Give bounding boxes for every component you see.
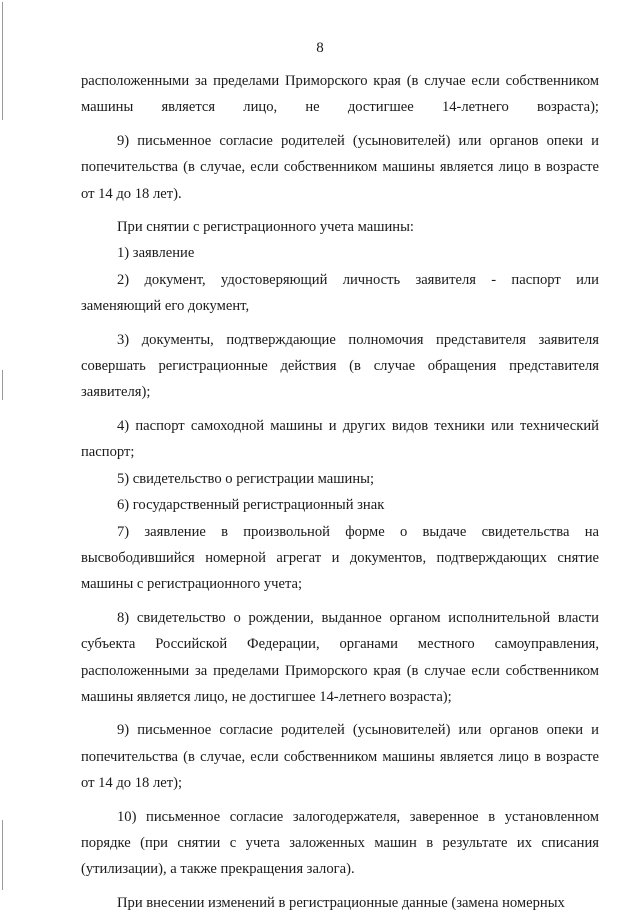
paragraph: 9) письменное согласие родителей (усыновителей) или органов опеки и попечительства (в случае, если собственником машины является лицо в возрасте от 14 до 18 лет). xyxy=(81,132,599,202)
paragraph: 9) письменное согласие родителей (усыновителей) или органов опеки и попечительства (в случае, если собственником машины является лицо в возрасте от 14 до 18 лет); xyxy=(81,722,599,792)
paragraph: 3) документы, подтверждающие полномочия представителя заявителя совершать регистрационные действия (в случае обращения представителя заявителя); xyxy=(81,331,599,401)
scan-edge-mark xyxy=(2,370,3,400)
paragraph: 8) свидетельство о рождении, выданное органом исполнительной власти субъекта Российской Федерации, органами местного самоуправления, расположенными за пределами Приморского края (в случае если собственником машины является лицо, не достигшее 14-летнего возраста); xyxy=(81,609,599,705)
document-body xyxy=(81,68,599,916)
scan-edge-mark xyxy=(2,820,3,890)
paragraph: расположенными за пределами Приморского края (в случае если собственником машины является лицо, не достигшее 14-летнего возраста); xyxy=(81,73,599,116)
paragraph: 6) государственный регистрационный знак xyxy=(117,497,385,514)
paragraph: При внесении изменений в регистрационные данные (замена номерных xyxy=(117,894,565,911)
paragraph: 1) заявление xyxy=(117,245,195,262)
paragraph: 2) документ, удостоверяющий личность заявителя - паспорт или заменяющий его документ, xyxy=(81,271,599,315)
paragraph: 5) свидетельство о регистрации машины; xyxy=(117,470,375,487)
paragraph: 4) паспорт самоходной машины и других видов техники или технический паспорт; xyxy=(81,417,599,461)
paragraph: При снятии с регистрационного учета машины: xyxy=(117,219,414,236)
page-number: 8 xyxy=(316,40,324,56)
paragraph: 7) заявление в произвольной форме о выдаче свидетельства на высвободившийся номерной агрегат и документов, подтверждающих снятие машины с регистрационного учета; xyxy=(81,523,599,593)
paragraph: 10) письменное согласие залогодержателя, заверенное в установленном порядке (при снятии с учета заложенных машин в результате их списания (утилизации), а также прекращения залога). xyxy=(81,808,599,878)
scan-edge-mark xyxy=(2,2,3,120)
